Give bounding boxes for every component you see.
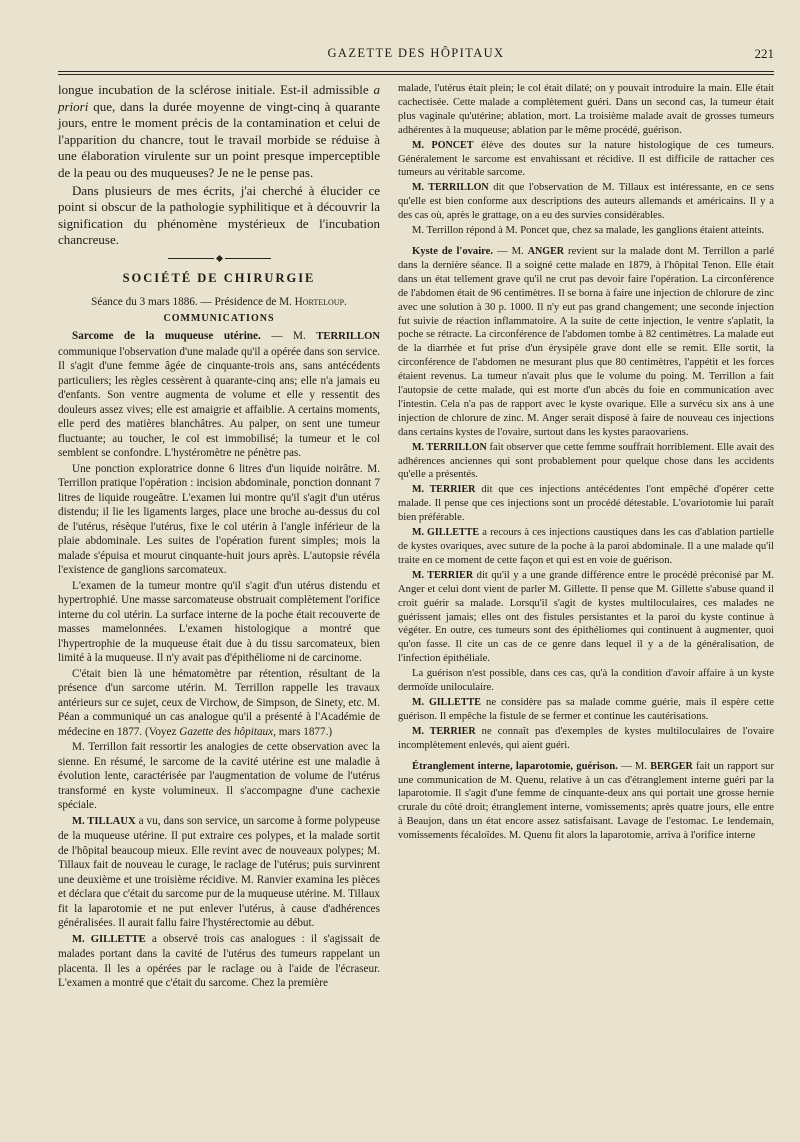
incubation-article (58, 82, 380, 249)
paragraph: M. GILLETTE a observé trois cas analogues : il s'agissait de malades portant dans la cavité de l'utérus des tumeurs rappelant un placenta. Il les a opérées par le raclage ou à l'aide de l'écraseur. L'examen a montré que c'était du sarcome. Chez la première (58, 932, 381, 990)
rubric-title: Étranglement interne, laparotomie, guérison. (412, 760, 618, 772)
paragraph: M. TERRILLON dit que l'observation de M. Tillaux est intéressante, en ce sens qu'elle est bien conforme aux descriptions des auteurs allemands et américains. Il y a des cas où, après le grattage, on a eu des survies considérables. (398, 182, 774, 222)
paragraph: M. TERRILLON fait observer que cette femme souffrait horriblement. Elle avait des adhérences anciennes qui sont probablement pour quelque chose dans les accidents qu'elle a présentés. (398, 441, 774, 481)
newspaper-page (58, 40, 774, 1130)
paragraph: M. Terrillon fait ressortir les analogies de cette observation avec la sienne. En résumé, le sarcome de la cavité utérine est une maladie à évolution lente, caractérisée par l'augmentation de volume de l'utérus transformé en kyste volumineux. Il s'accompagne d'une cachexie spéciale. (58, 741, 380, 812)
section-title: SOCIÉTÉ DE CHIRURGIE (122, 270, 316, 285)
rubric-title: Sarcome de la muqueuse utérine. (72, 330, 261, 343)
paragraph: M. GILLETTE ne considère pas sa malade comme guérie, mais il espère cette guérison. Il empêche la fistule de se fermer et continue les cautérisations. (398, 696, 774, 722)
communications-heading: COMMUNICATIONS (163, 312, 275, 324)
paragraph: L'examen de la tumeur montre qu'il s'agit d'un utérus distendu et hypertrophié. Une masse sarcomateuse obstruait complètement l'orifice interne du col utérin. La surface interne de la poche était recouverte de masses mamelonnées. L'examen histologique a montré que l'hypertrophie de la muqueuse était due à du tissu sarcomateux, bien limité à la muqueuse. Il n'y avait pas d'épithéliome ni de carcinome. (58, 579, 380, 665)
paragraph: M. TILLAUX a vu, dans son service, un sarcome à forme polypeuse de la muqueuse utérine. Il put extraire ces polypes, et la malade sortit de l'hôpital beaucoup mieux. Elle revint avec de nouveaux polypes; M. Tillaux fait de nouveau le curage, le raclage de l'utérus; puis survinrent une deuxième et une troisième récidive. M. Ranvier examina les pièces et déclara que c'était du sarcome pur de la muqueuse utérine. M. Tillaux fit la laparotomie et ne put enlever l'utérus, à cause d'adhérences généralisées. Il aurait fallu faire l'hystérectomie au début. (58, 814, 381, 930)
header-rule-thin (58, 74, 774, 75)
paragraph: malade, l'utérus était plein; le col était dilaté; on y pouvait introduire la main. Elle était cachectisée. Cette malade a complètement guéri. Dans un second cas, la tumeur était plus vaginale qu'utérine; ablation, mort. La troisième malade avait de grosses tumeurs adhérentes à la muqueuse; ablation par le même procédé, guérison. (398, 83, 774, 136)
paragraph: La guérison n'est possible, dans ces cas, qu'à la condition d'avoir affaire à un kyste dermoïde uniloculaire. (398, 668, 774, 694)
paragraph: Une ponction exploratrice donne 6 litres d'un liquide noirâtre. M. Terrillon pratique l'opération : incision abdominale, ponction donnant 7 litres de liquide rougeâtre. L'examen lui montre qu'il s'agit d'un utérus distendu; il lie les ligaments larges, place une broche au-dessus du col de l'utérus, résèque l'utérus, fixe le col utérin à l'angle inférieur de la plaie abdominale. Les suites de l'opération furent simples; mois la malade s'épuisa et mourut cinquante-huit jours après. L'autopsie révéla l'existence de ganglions sarcomateux. (58, 462, 380, 577)
paragraph: Kyste de l'ovaire. — M. ANGER revient sur la malade dont M. Terrillon a parlé dans la dernière séance. Il a soigné cette malade en 1879, à l'hôpital Tenon. Elle était dans un état tellement grave qu'il ne crut pas devoir faire l'opération. La circonférence de l'abdomen était de 96 centimètres. Il se borna à faire une injection de chlorure de zinc avec une solution à 30 p. 1000. Il n'y eut pas grand changement; une seconde injection fut suivie de réaction inflammatoire. A la suite de cette injection, le ventre s'aplatit, la poche se rétracte. La circonférence de l'abdomen tombe à 82 centimètres. La malade eut de la diarrhée et fut prise d'un érysipèle grave dont elle se remit. Elle sortit, la circonférence de l'abdomen ne mesurant plus que 80 centimètres, l'appétit et les forces étaient revenus. La tumeur n'avait plus que le volume du poing. M. Terrillon a fait l'autopsie de cette malade, qui est morte d'un abcès du foie en communication avec l'intestin. Cela n'a pas de rapport avec le kyste ovarique. Elle a survécu six ans à une injection de chlorure de zinc. M. Anger serait disposé à faire de nouveau ces injections dans certains kystes de l'ovaire, surtout dans les kystes paraovariens. (398, 245, 775, 438)
section-ornament (58, 256, 380, 261)
running-header (58, 40, 774, 64)
header-rule (58, 71, 774, 72)
paragraph: longue incubation de la sclérose initiale. Est-il admissible a priori que, dans la durée moyenne de vingt-cinq à quarante jours, entre le moment précis de la contamination et celui de l'apparition du chancre, tout le travail morbide se réduise à une élaboration virulente sur un point presque imperceptible de la peau ou des muqueuses? Je ne le pense pas. (58, 82, 381, 180)
paragraph: Dans plusieurs de mes écrits, j'ai cherché à élucider ce point si obscur de la pathologie syphilitique et à découvrir la signification du phénomène mystérieux de l'incubation chancreuse. (58, 182, 380, 248)
paragraph: M. TERRIER ne connaît pas d'exemples de kystes multiloculaires de l'ovaire incomplètement enlevés, qui aient guéri. (398, 725, 774, 751)
paragraph: M. TERRIER dit qu'il y a une grande différence entre le procédé préconisé par M. Anger et celui dont vient de parler M. Gillette. Il pense que M. Gillette s'abuse quand il croit guérir sa malade. Lorsqu'il s'agit de kystes multiloculaires, ces malades ne guérissent jamais; elles ont des fistules persistantes et la paroi du kyste continue à végéter. En outre, ces tumeurs sont des épithéliomes qui continuent à augmenter, quoi qu'on fasse. Il cite un cas de ce genre dans lequel il y a de la généralisation, de l'infection épithéliale. (398, 569, 774, 665)
rubric-title: Kyste de l'ovaire. (412, 245, 494, 257)
journal-title: GAZETTE DES HÔPITAUX (327, 46, 505, 60)
page-number: 221 (754, 46, 774, 61)
paragraph: M. GILLETTE a recours à ces injections caustiques dans les cas d'ablation partielle de kystes ovariques, avec suture de la poche à la paroi abdominale. Il a une malade qu'il traite en ce moment de cette façon et qui est en voie de guérison. (398, 527, 774, 566)
paragraph: M. PONCET élève des doutes sur la nature histologique de ces tumeurs. Généralement le sarcome est envahissant et récidive. Il est difficile de rattacher ces tumeurs au véritable sarcome. (398, 139, 774, 179)
paragraph: Étranglement interne, laparotomie, guérison. — M. BERGER fait un rapport sur une communication de M. Quenu, relative à un cas d'étranglement interne guéri par la laparotomie. Il s'agit d'une femme de cinquante-deux ans qui portait une grosse hernie crurale du côté droit; étranglement interne, vomissements; après quatre jours, elle entre à Beaujon, dans un état encore assez satisfaisant. Lavage de l'estomac. Le lendemain, vomissements fécaloïdes. M. Quenu fit alors la laparotomie, arriva à l'orifice interne (398, 760, 774, 842)
right-column (398, 82, 774, 844)
paragraph: Sarcome de la muqueuse utérine. — M. TERRILLON communique l'observation d'une malade qu'il a opérée dans son service. Il s'agit d'une femme âgée de cinquante-trois ans, sans antécédents particuliers; les règles cessèrent à quarante-cinq ans; elle n'a jamais eu d'enfants. Son ventre augmenta de volume et elle y ressentit des douleurs assez vives; elle est amaigrie et affaiblie. A certains moments, elle perd des matières blanchâtres. Au palper, on sent une tumeur fluctuante; au toucher, le col est immobilisé; la tumeur et le col semblent se confondre. L'hystéromètre ne pénètre pas. (58, 330, 381, 460)
paragraph: M. Terrillon répond à M. Poncet que, chez sa malade, les ganglions étaient atteints. (412, 225, 765, 237)
session-line: Séance du 3 mars 1886. — Présidence de M. Horteloup. (91, 296, 347, 309)
left-column (58, 82, 380, 992)
paragraph: M. TERRIER dit que ces injections antécédentes l'ont empêché d'opérer cette malade. Il pense que ces injections sont un procédé détestable. L'ovariotomie lui paraît bien préférable. (398, 484, 774, 524)
paragraph: C'était bien là une hématomètre par rétention, résultant de la présence d'un sarcome utérin. M. Terrillon rappelle les travaux antérieurs sur ce sujet, ceux de Virchow, de Simpson, de Sinety, etc. M. Péan a communiqué un cas analogue qu'il a présenté à l'Académie de médecine en 1877. (Voyez Gazette des hôpitaux, mars 1877.) (58, 667, 380, 738)
body-columns (58, 82, 774, 1130)
